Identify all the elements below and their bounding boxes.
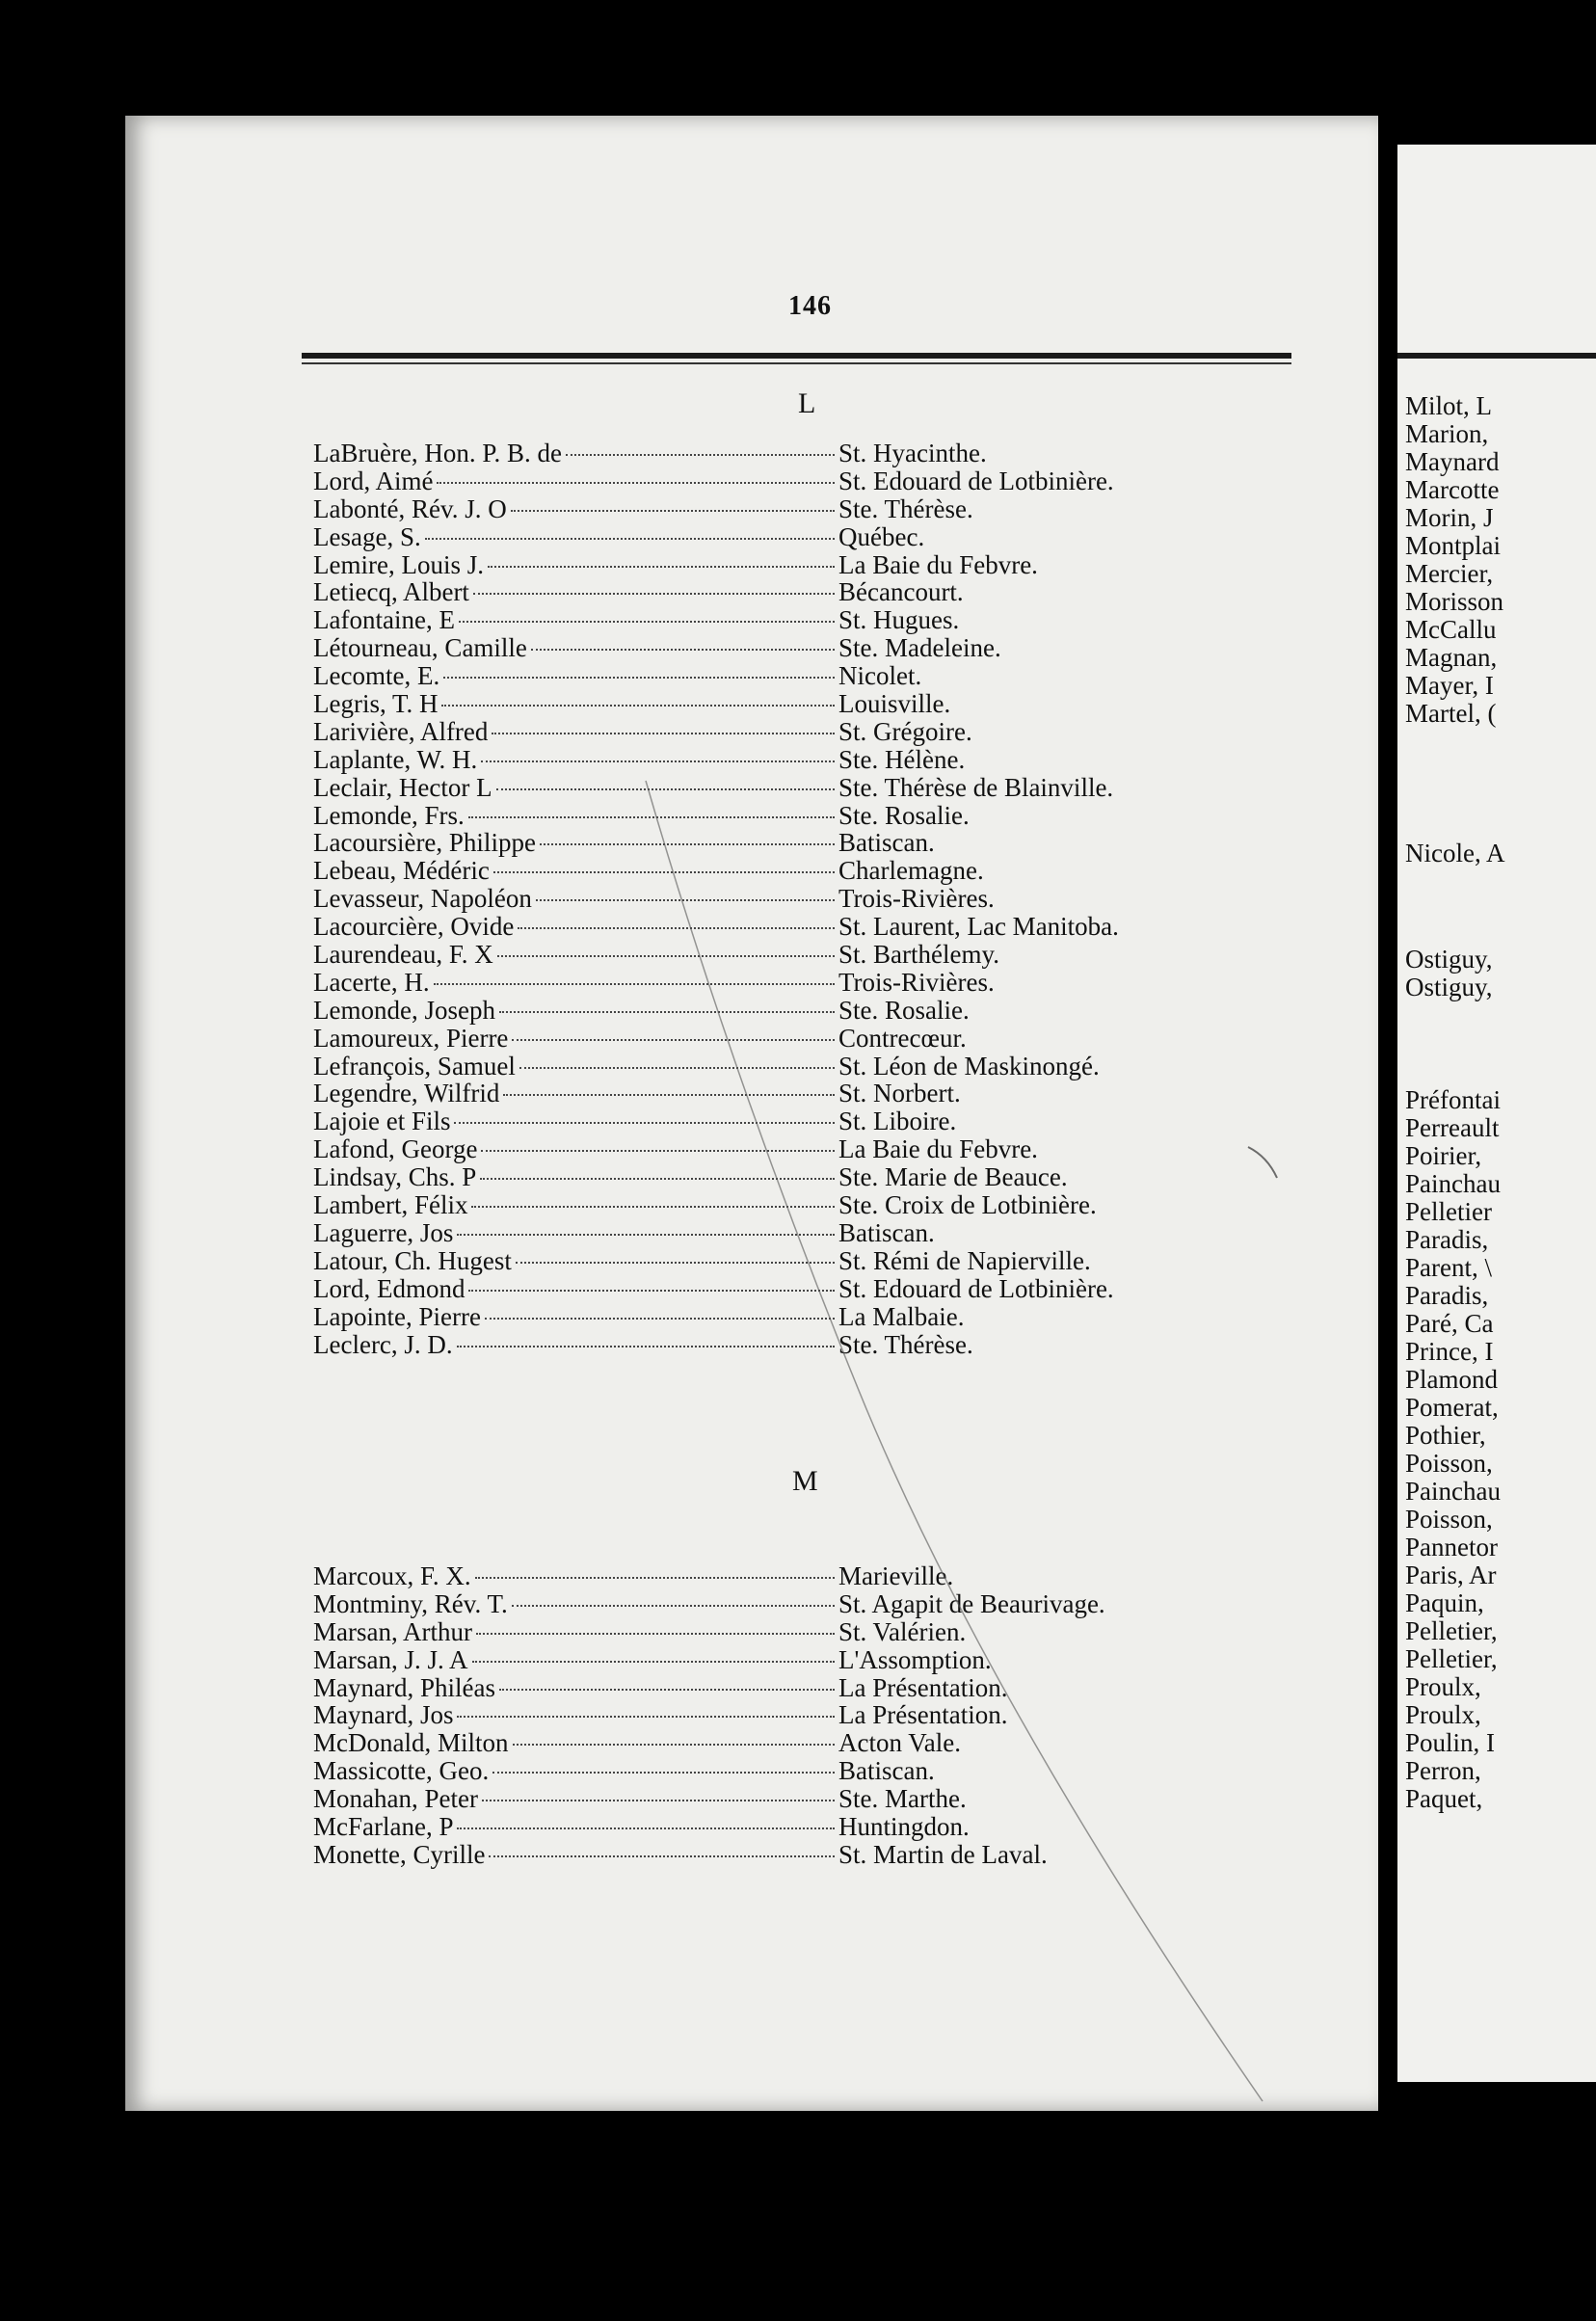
entry-place: Trois-Rivières.	[838, 967, 995, 997]
directory-entry	[313, 1134, 1181, 1162]
entry-name: Lemonde, Frs.	[313, 800, 465, 830]
right-page-entry: Poisson,	[1405, 1505, 1493, 1534]
right-page-entry: Perron,	[1405, 1756, 1481, 1785]
right-list-o	[1405, 945, 1493, 1000]
entry-place: St. Grégoire.	[838, 716, 972, 746]
entry-name: Lafond, George	[313, 1134, 478, 1164]
directory-entry	[313, 1840, 1181, 1868]
directory-entry	[313, 1274, 1181, 1302]
dot-leader	[441, 705, 835, 707]
entry-place: Batiscan.	[838, 1756, 935, 1786]
entry-list-l	[313, 439, 1181, 1357]
entry-place: Acton Vale.	[838, 1728, 961, 1758]
entry-place: St. Hugues.	[838, 605, 960, 635]
entry-name: Létourneau, Camille	[313, 633, 527, 663]
dot-leader	[468, 1290, 835, 1292]
directory-entry	[313, 1162, 1181, 1190]
dot-leader	[518, 927, 835, 929]
dot-leader	[493, 871, 835, 873]
entry-name: Legris, T. H	[313, 689, 439, 719]
directory-entry	[313, 1812, 1181, 1840]
dot-leader	[473, 593, 835, 595]
directory-entry	[313, 1079, 1181, 1107]
directory-entry	[313, 968, 1181, 996]
dot-leader	[457, 1716, 835, 1718]
entry-place: Ste. Madeleine.	[838, 633, 1001, 663]
dot-leader	[499, 1011, 835, 1013]
dot-leader	[503, 1094, 835, 1096]
entry-name: Lafontaine, E	[313, 605, 455, 635]
directory-entry	[313, 996, 1181, 1024]
right-page-entry: Nicole, A	[1405, 839, 1505, 867]
right-page-entry: Pelletier,	[1405, 1616, 1498, 1645]
entry-place: La Présentation.	[838, 1700, 1008, 1730]
dot-leader	[454, 1122, 835, 1124]
entry-name: Lemire, Louis J.	[313, 549, 484, 579]
right-page-entry: Maynard	[1405, 447, 1500, 476]
right-page-entry: Milot, L	[1405, 391, 1493, 420]
directory-entry	[313, 801, 1181, 829]
entry-name: Monahan, Peter	[313, 1784, 478, 1814]
directory-entry	[313, 1784, 1181, 1812]
entry-place: Marieville.	[838, 1561, 954, 1590]
entry-name: Marsan, Arthur	[313, 1616, 472, 1646]
right-page-entry: Prince, I	[1405, 1337, 1494, 1366]
right-page-entry: Paquet,	[1405, 1784, 1483, 1813]
entry-place: Ste. Thérèse de Blainville.	[838, 772, 1114, 802]
entry-name: Lacourcière, Ovide	[313, 912, 515, 942]
right-page-entry: Paris, Ar	[1405, 1561, 1497, 1589]
right-page-entry: Poirier,	[1405, 1141, 1482, 1170]
dot-leader	[519, 1067, 835, 1069]
right-page-entry: Préfontai	[1405, 1085, 1501, 1114]
directory-entry	[313, 884, 1181, 912]
directory-entry	[313, 467, 1181, 494]
right-page-entry: Pannetor	[1405, 1533, 1498, 1561]
entry-name: Lacoursière, Philippe	[313, 828, 536, 858]
entry-place: St. Léon de Maskinongé.	[838, 1051, 1100, 1080]
right-list-p	[1405, 1085, 1501, 1812]
directory-entry	[313, 1756, 1181, 1784]
entry-name: Lambert, Félix	[313, 1190, 468, 1220]
dot-leader	[511, 510, 835, 512]
directory-entry	[313, 1700, 1181, 1728]
dot-leader	[496, 788, 835, 790]
entry-place: St. Agapit de Beaurivage.	[838, 1588, 1105, 1618]
right-page-entry: Mercier,	[1405, 559, 1494, 588]
directory-entry	[313, 689, 1181, 717]
entry-name: Maynard, Jos	[313, 1700, 454, 1730]
directory-entry	[313, 1673, 1181, 1701]
section-letter-l: L	[798, 387, 816, 419]
directory-entry	[313, 717, 1181, 745]
entry-place: St. Edouard de Lotbinière.	[838, 1273, 1114, 1303]
directory-entry	[313, 1024, 1181, 1052]
dot-leader	[516, 1262, 835, 1264]
dot-leader	[434, 983, 835, 985]
header-rule	[302, 353, 1291, 359]
directory-entry	[313, 940, 1181, 968]
directory-entry	[313, 1246, 1181, 1274]
entry-name: McDonald, Milton	[313, 1728, 509, 1758]
right-page-entry: Poulin, I	[1405, 1728, 1496, 1757]
section-letter-m: M	[792, 1465, 818, 1497]
directory-entry	[313, 745, 1181, 773]
dot-leader	[512, 1039, 835, 1041]
entry-place: Charlemagne.	[838, 856, 984, 886]
dot-leader	[457, 1346, 835, 1347]
entry-name: Maynard, Philéas	[313, 1672, 495, 1702]
directory-entry	[313, 828, 1181, 856]
entry-name: Letiecq, Albert	[313, 577, 469, 607]
directory-entry	[313, 1728, 1181, 1756]
right-page-rule	[1397, 353, 1596, 359]
right-page-entry: Perreault	[1405, 1113, 1500, 1142]
entry-list-m	[313, 1561, 1181, 1868]
entry-name: McFarlane, P	[313, 1812, 454, 1842]
entry-place: St. Rémi de Napierville.	[838, 1245, 1091, 1275]
entry-place: St. Edouard de Lotbinière.	[838, 466, 1114, 495]
entry-name: LaBruère, Hon. P. B. de	[313, 439, 562, 467]
directory-entry	[313, 1107, 1181, 1134]
header-rule-thin	[302, 362, 1291, 364]
dot-leader	[492, 733, 835, 734]
right-page-entry: Painchau	[1405, 1169, 1501, 1198]
dot-leader	[481, 1150, 835, 1152]
dot-leader	[492, 1772, 835, 1774]
right-list-n	[1405, 839, 1504, 867]
dot-leader	[468, 816, 835, 818]
dot-leader	[497, 955, 835, 957]
directory-entry	[313, 550, 1181, 578]
entry-place: L'Assomption.	[838, 1644, 992, 1674]
dot-leader	[513, 1744, 836, 1746]
directory-entry	[313, 494, 1181, 522]
dot-leader	[488, 566, 835, 568]
entry-name: Lacerte, H.	[313, 967, 430, 997]
right-page-entry: Pelletier	[1405, 1197, 1492, 1226]
dot-leader	[459, 621, 835, 623]
dot-leader	[489, 1855, 835, 1857]
entry-name: Laurendeau, F. X	[313, 940, 493, 970]
directory-entry	[313, 633, 1181, 661]
right-page-edge	[1397, 145, 1596, 2082]
entry-place: Ste. Thérèse.	[838, 494, 973, 523]
entry-place: Trois-Rivières.	[838, 884, 995, 914]
directory-entry	[313, 522, 1181, 550]
entry-name: Levasseur, Napoléon	[313, 884, 532, 914]
directory-entry	[313, 1190, 1181, 1218]
entry-place: St. Norbert.	[838, 1079, 961, 1108]
entry-place: La Malbaie.	[838, 1301, 965, 1331]
entry-place: La Présentation.	[838, 1672, 1008, 1702]
right-page-entry: McCallu	[1405, 615, 1497, 644]
right-page-entry: Painchau	[1405, 1477, 1501, 1506]
entry-name: Larivière, Alfred	[313, 716, 489, 746]
entry-name: Laplante, W. H.	[313, 744, 478, 774]
entry-name: Massicotte, Geo.	[313, 1756, 490, 1786]
entry-place: Ste. Marthe.	[838, 1784, 967, 1814]
entry-place: Bécancourt.	[838, 577, 964, 607]
directory-entry	[313, 439, 1181, 467]
entry-place: Louisville.	[838, 689, 951, 719]
dot-leader	[437, 482, 835, 484]
dot-leader	[457, 1234, 835, 1236]
directory-entry	[313, 1561, 1181, 1589]
dot-leader	[471, 1206, 835, 1208]
entry-place: Québec.	[838, 521, 925, 551]
right-page-entry: Ostiguy,	[1405, 973, 1493, 1001]
dot-leader	[512, 1605, 835, 1607]
entry-name: Lebeau, Médéric	[313, 856, 490, 886]
directory-entry	[313, 1218, 1181, 1246]
right-list-m	[1405, 391, 1503, 727]
entry-place: Ste. Marie de Beauce.	[838, 1162, 1068, 1192]
entry-name: Montminy, Rév. T.	[313, 1588, 508, 1618]
entry-place: Batiscan.	[838, 828, 935, 858]
dot-leader	[472, 1661, 836, 1663]
entry-name: Lord, Aimé	[313, 466, 434, 495]
right-page-entry: Morisson	[1405, 587, 1504, 616]
dot-leader	[480, 1178, 835, 1180]
entry-place: La Baie du Febvre.	[838, 1134, 1038, 1164]
directory-entry	[313, 856, 1181, 884]
entry-name: Lamoureux, Pierre	[313, 1023, 509, 1053]
right-page-entry: Proulx,	[1405, 1700, 1481, 1729]
right-page-entry: Marion,	[1405, 419, 1489, 448]
entry-place: St. Valérien.	[838, 1616, 967, 1646]
directory-entry	[313, 1645, 1181, 1673]
entry-place: St. Hyacinthe.	[838, 439, 987, 467]
page-number: 146	[788, 291, 832, 321]
directory-entry	[313, 1052, 1181, 1080]
entry-name: Leclair, Hector L	[313, 772, 492, 802]
right-page-entry: Paquin,	[1405, 1588, 1484, 1617]
directory-entry	[313, 912, 1181, 940]
entry-name: Lapointe, Pierre	[313, 1301, 481, 1331]
right-page-entry: Ostiguy,	[1405, 945, 1493, 974]
entry-name: Lefrançois, Samuel	[313, 1051, 516, 1080]
entry-place: Batiscan.	[838, 1217, 935, 1247]
right-page-entry: Pomerat,	[1405, 1393, 1499, 1422]
entry-place: Nicolet.	[838, 661, 922, 691]
right-page-entry: Paré, Ca	[1405, 1309, 1494, 1338]
right-page-entry: Martel, (	[1405, 699, 1497, 728]
directory-entry	[313, 1330, 1181, 1358]
dot-leader	[536, 899, 835, 901]
directory-entry	[313, 773, 1181, 801]
entry-name: Labonté, Rév. J. O	[313, 494, 507, 523]
entry-name: Marcoux, F. X.	[313, 1561, 471, 1590]
entry-name: Legendre, Wilfrid	[313, 1079, 500, 1108]
right-page-entry: Pothier,	[1405, 1421, 1486, 1450]
right-page-entry: Pelletier,	[1405, 1644, 1498, 1673]
entry-place: St. Liboire.	[838, 1107, 957, 1136]
directory-entry	[313, 661, 1181, 689]
entry-name: Lindsay, Chs. P	[313, 1162, 477, 1192]
entry-name: Lord, Edmond	[313, 1273, 466, 1303]
right-page-entry: Parent, \	[1405, 1253, 1492, 1282]
dot-leader	[457, 1827, 835, 1829]
entry-place: Ste. Rosalie.	[838, 800, 970, 830]
right-page-entry: Paradis,	[1405, 1281, 1489, 1310]
entry-place: La Baie du Febvre.	[838, 549, 1038, 579]
dot-leader	[481, 760, 835, 762]
dot-leader	[540, 843, 835, 845]
right-page-entry: Marcotte	[1405, 475, 1500, 504]
entry-name: Monette, Cyrille	[313, 1839, 486, 1869]
right-page-entry: Paradis,	[1405, 1225, 1489, 1254]
dot-leader	[482, 1800, 835, 1801]
right-page-entry: Montplai	[1405, 531, 1501, 560]
entry-place: Ste. Rosalie.	[838, 995, 970, 1025]
entry-name: Lesage, S.	[313, 521, 421, 551]
entry-place: Contrecœur.	[838, 1023, 967, 1053]
entry-place: St. Barthélemy.	[838, 940, 999, 970]
dot-leader	[443, 677, 835, 679]
dot-leader	[566, 454, 835, 456]
directory-entry	[313, 1302, 1181, 1330]
entry-place: Ste. Croix de Lotbinière.	[838, 1190, 1097, 1220]
right-page-entry: Magnan,	[1405, 643, 1498, 672]
dot-leader	[425, 538, 835, 540]
dot-leader	[499, 1689, 835, 1691]
right-page-entry: Poisson,	[1405, 1449, 1493, 1478]
entry-name: Latour, Ch. Hugest	[313, 1245, 512, 1275]
entry-place: Ste. Thérèse.	[838, 1329, 973, 1359]
dot-leader	[475, 1577, 835, 1579]
right-page-entry: Proulx,	[1405, 1672, 1481, 1701]
entry-place: Huntingdon.	[838, 1812, 970, 1842]
entry-name: Leclerc, J. D.	[313, 1329, 453, 1359]
entry-place: St. Laurent, Lac Manitoba.	[838, 912, 1119, 942]
directory-entry	[313, 1589, 1181, 1617]
entry-place: St. Martin de Laval.	[838, 1839, 1048, 1869]
dot-leader	[531, 649, 835, 651]
entry-name: Lecomte, E.	[313, 661, 440, 691]
entry-name: Marsan, J. J. A	[313, 1644, 468, 1674]
right-page-entry: Plamond	[1405, 1365, 1499, 1394]
right-page-entry: Mayer, I	[1405, 671, 1494, 700]
dot-leader	[476, 1633, 835, 1635]
entry-name: Lajoie et Fils	[313, 1107, 451, 1136]
directory-entry	[313, 577, 1181, 605]
directory-entry	[313, 605, 1181, 633]
entry-place: Ste. Hélène.	[838, 744, 966, 774]
directory-entry	[313, 1617, 1181, 1645]
entry-name: Lemonde, Joseph	[313, 995, 495, 1025]
entry-name: Laguerre, Jos	[313, 1217, 454, 1247]
dot-leader	[485, 1318, 835, 1320]
right-page-entry: Morin, J	[1405, 503, 1494, 532]
